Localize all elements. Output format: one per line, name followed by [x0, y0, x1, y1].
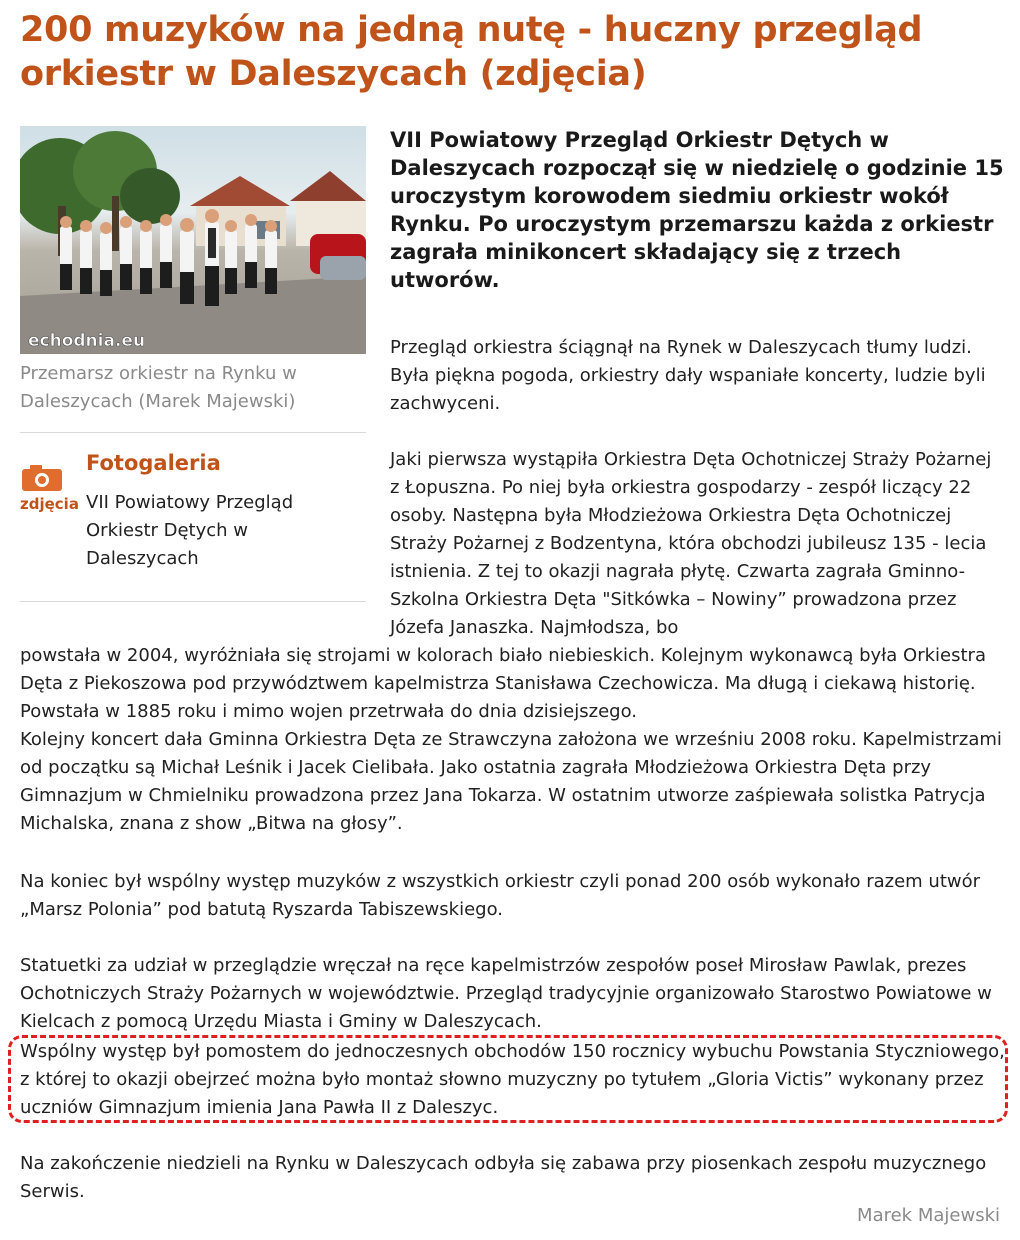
paragraph-3: Kolejny koncert dała Gminna Orkiestra Dęta ze Strawczyna założona we wrześniu 2008 roku. Kapelmistrzami od początku są Michał Leśnik i Jacek Cielibała. Jako ostatnia zagrała Młodzieżowa Orkiestra Dęta przy Gimnazjum w Chmielniku prowadzona przez Jana Tokarza. W ostatnim utworze zaśpiewała solistka Patrycja Michalska, znana z show „Bitwa na głosy”. [20, 729, 1002, 834]
article-lead: VII Powiatowy Przegląd Orkiestr Dętych w Daleszycach rozpoczął się w niedzielę o godzinie 15 uroczystym korowodem siedmiu orkiestr wokół Rynku. Po uroczystym przemarszu każda z orkiestr zagrała minikoncert składający się z trzech utworów. [390, 128, 1004, 292]
gallery-heading[interactable]: Fotogaleria [86, 451, 221, 475]
paragraph-2-bottom: powstała w 2004, wyróżniała się strojami w kolorach biało niebieskich. Kolejnym wykonawcą była Orkiestra Dęta z Piekoszowa pod przywództwem kapelmistrza Stanisława Czechowicza. Ma długą i ciekawą historię. Powstała w 1885 roku i mimo wojen przetrwała do dnia dzisiejszego. [20, 645, 986, 722]
photo-watermark: echodnia.eu [28, 331, 146, 351]
article-author: Marek Majewski [857, 1205, 1000, 1226]
paragraph-7: Na zakończenie niedzieli na Rynku w Daleszycach odbyła się zabawa przy piosenkach zespołu muzycznego Serwis. [20, 1153, 987, 1202]
article-title: 200 muzyków na jedną nutę - huczny przegląd orkiestr w Daleszycach (zdjęcia) [20, 10, 923, 94]
sidebar [20, 126, 366, 602]
paragraph-4: Na koniec był wspólny występ muzyków z wszystkich orkiestr czyli ponad 200 osób wykonało razem utwór „Marsz Polonia” pod batutą Ryszarda Tabiszewskiego. [20, 871, 981, 920]
gallery-link[interactable]: VII Powiatowy Przegląd Orkiestr Dętych w Daleszycach [86, 492, 294, 569]
paragraph-2-top: Jaki pierwsza wystąpiła Orkiestra Dęta Ochotniczej Straży Pożarnej z Łopuszna. Po niej była orkiestra gospodarzy - zespół liczący 22 osoby. Następna była Młodzieżowa Orkiestra Dęta Ochotniczej Straży Pożarnej z Bodzentyna, która obchodzi jubileusz 135 - lecia istnienia. Z tej to okazji nagrała płytę. Czwarta zagrała Gminno- Szkolna Orkiestra Dęta "Sitkówka – Nowiny” prowadzona przez Józefa Janaszka. Najmłodsza, bo [390, 449, 992, 638]
photo-caption: Przemarsz orkiestr na Rynku w Daleszycach (Marek Majewski) [20, 360, 366, 433]
gallery-icon-label: zdjęcia [20, 495, 79, 513]
paragraph-5: Statuetki za udział w przeglądzie wręczał na ręce kapelmistrzów zespołów poseł Mirosław Pawlak, prezes Ochotniczych Straży Pożarnych w województwie. Przegląd tradycyjnie organizowało Starostwo Powiatowe w Kielcach z pomocą Urzędu Miasta i Gminy w Daleszycach. [20, 955, 992, 1032]
paragraph-6-highlighted: Wspólny występ był pomostem do jednoczesnych obchodów 150 rocznicy wybuchu Powstania Styczniowego, z której to okazji obejrzeć można było montaż słowno muzyczny po tytułem „Gloria Victis” wykonany przez uczniów Gimnazjum imienia Jana Pawła II z Daleszyc. [20, 1041, 1005, 1118]
marching-band-photo [20, 126, 366, 354]
camera-icon [20, 463, 84, 513]
article-photo[interactable] [20, 126, 366, 354]
paragraph-1: Przegląd orkiestra ściągnął na Rynek w Daleszycach tłumy ludzi. Była piękna pogoda, orkiestry dały wspaniałe koncerty, ludzie byli zachwyceni. [390, 337, 986, 414]
photo-gallery-box[interactable] [20, 433, 366, 602]
